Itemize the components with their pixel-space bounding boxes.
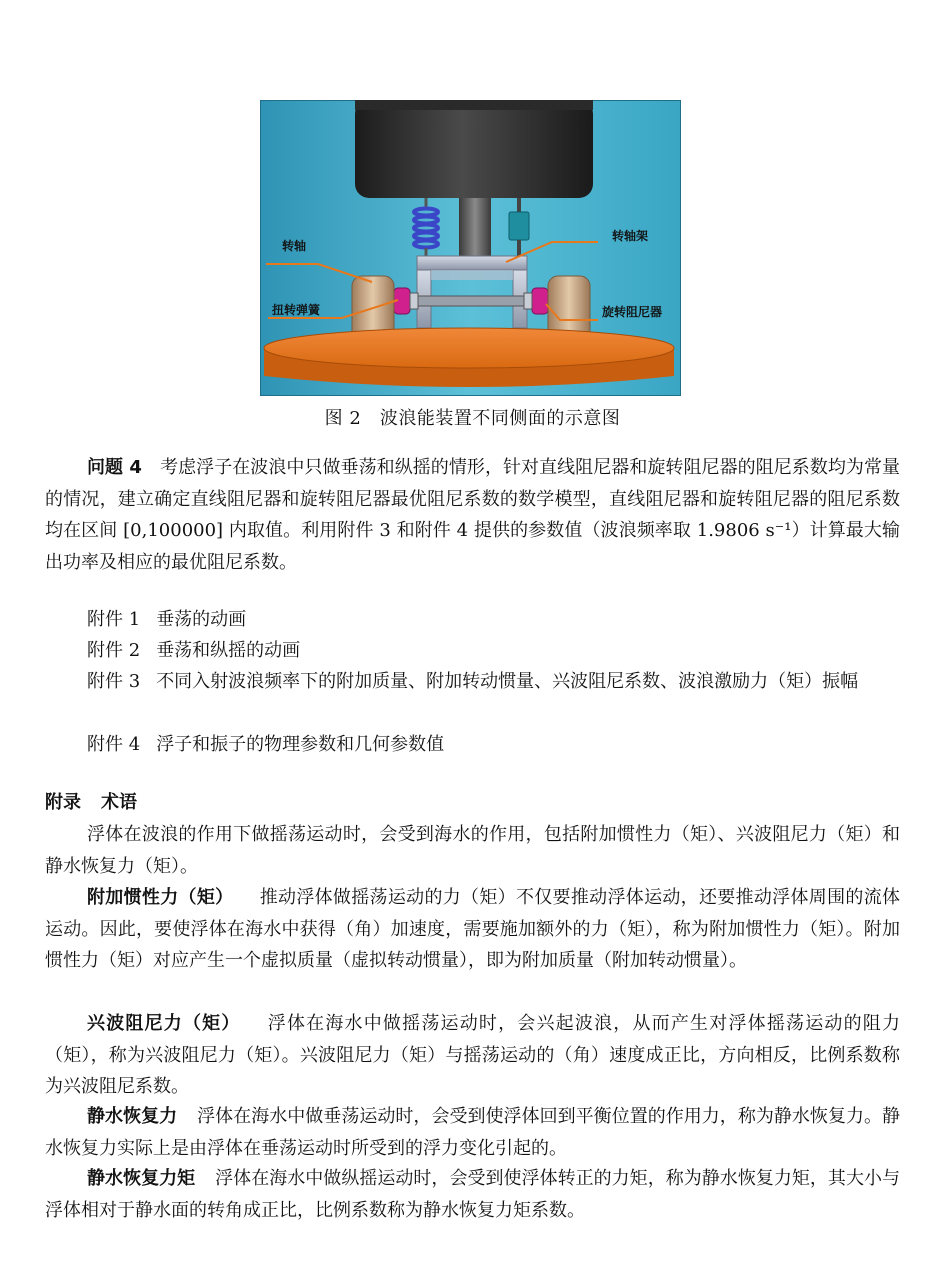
problem-4-heading: 问题 4 — [87, 457, 142, 478]
buoy — [264, 328, 674, 387]
term-definition: 浮体在海水中做纵摇运动时，会受到使浮体转正的力矩，称为静水恢复力矩，其大小与浮体相对于静水面的转角成正比，比例系数称为静水恢复力矩系数。 — [45, 1168, 901, 1221]
label-torsion-spring: 扭转弹簧 — [272, 303, 321, 317]
device-side-view-figure — [260, 100, 681, 396]
term-heading: 附加惯性力（矩） — [87, 887, 234, 908]
term-paragraph — [45, 1008, 900, 1103]
attachment-text: 浮子和振子的物理参数和几何参数值 — [156, 734, 445, 755]
attachment-label: 附件 3 — [87, 671, 141, 692]
attachment-text: 垂荡的动画 — [156, 609, 247, 630]
term-heading: 静水恢复力 — [87, 1106, 178, 1127]
attachment-label: 附件 1 — [87, 609, 141, 630]
attachment-item — [45, 635, 900, 667]
term-paragraph — [45, 1163, 900, 1226]
appendix-title-a: 附录 — [45, 792, 81, 813]
figure-number: 图 2 — [324, 408, 362, 429]
figure-caption — [0, 404, 945, 430]
attachment-item — [45, 729, 900, 761]
attachment-item — [45, 604, 900, 636]
figure-caption-text: 波浪能装置不同侧面的示意图 — [379, 408, 621, 429]
attachment-text: 垂荡和纵摇的动画 — [156, 640, 301, 661]
appendix-intro: 浮体在波浪的作用下做摇荡运动时，会受到海水的作用，包括附加惯性力（矩）、兴波阻尼力（矩）和静水恢复力（矩）。 — [45, 824, 900, 877]
attachment-label: 附件 4 — [87, 734, 141, 755]
problem-4-paragraph — [45, 452, 900, 578]
device-illustration — [260, 100, 681, 396]
central-rod — [459, 198, 491, 256]
term-definition: 浮体在海水中做摇荡运动时，会兴起波浪，从而产生对浮体摇荡运动的阻力（矩），称为兴波阻尼力（矩）。兴波阻尼力（矩）与摇荡运动的（角）速度成正比，方向相反，比例系数称为兴波阻尼系数。 — [45, 1013, 900, 1097]
label-rotary-damper: 旋转阻尼器 — [602, 305, 663, 319]
attachment-item — [45, 666, 900, 698]
attachment-text: 不同入射波浪频率下的附加质量、附加转动惯量、兴波阻尼系数、波浪激励力（矩）振幅 — [156, 671, 859, 692]
appendix-title-b: 术语 — [101, 792, 137, 813]
term-definition: 推动浮体做摇荡运动的力（矩）不仅要推动浮体运动，还要推动浮体周围的流体运动。因此，要使浮体在海水中获得（角）加速度，需要施加额外的力（矩），称为附加惯性力（矩）。附加惯性力（矩）对应产生一个虚拟质量（虚拟转动惯量），即为附加质量（附加转动惯量）。 — [45, 887, 900, 971]
term-definition: 浮体在海水中做垂荡运动时，会受到使浮体回到平衡位置的作用力，称为静水恢复力。静水恢复力实际上是由浮体在垂荡运动时所受到的浮力变化引起的。 — [45, 1106, 901, 1159]
appendix-title — [45, 788, 137, 814]
label-shaft: 转轴 — [282, 239, 307, 253]
term-heading: 兴波阻尼力（矩） — [87, 1013, 241, 1034]
problem-4-body: 考虑浮子在波浪中只做垂荡和纵摇的情形，针对直线阻尼器和旋转阻尼器的阻尼系数均为常量的情况，建立确定直线阻尼器和旋转阻尼器最优阻尼系数的数学模型，直线阻尼器和旋转阻尼器的阻尼系数均在区间 [0,100000] 内取值。利用附件 3 和附件 4 提供的参数值（波浪频率取 1.9806 s⁻¹）计算最大输出功率及相应的最优阻尼系数。 — [45, 457, 901, 573]
label-shaft-frame: 转轴架 — [612, 229, 649, 243]
term-paragraph — [45, 1101, 900, 1164]
term-paragraph — [45, 882, 900, 977]
oscillator-cylinder — [355, 100, 593, 198]
attachment-label: 附件 2 — [87, 640, 141, 661]
term-heading: 静水恢复力矩 — [87, 1168, 196, 1189]
